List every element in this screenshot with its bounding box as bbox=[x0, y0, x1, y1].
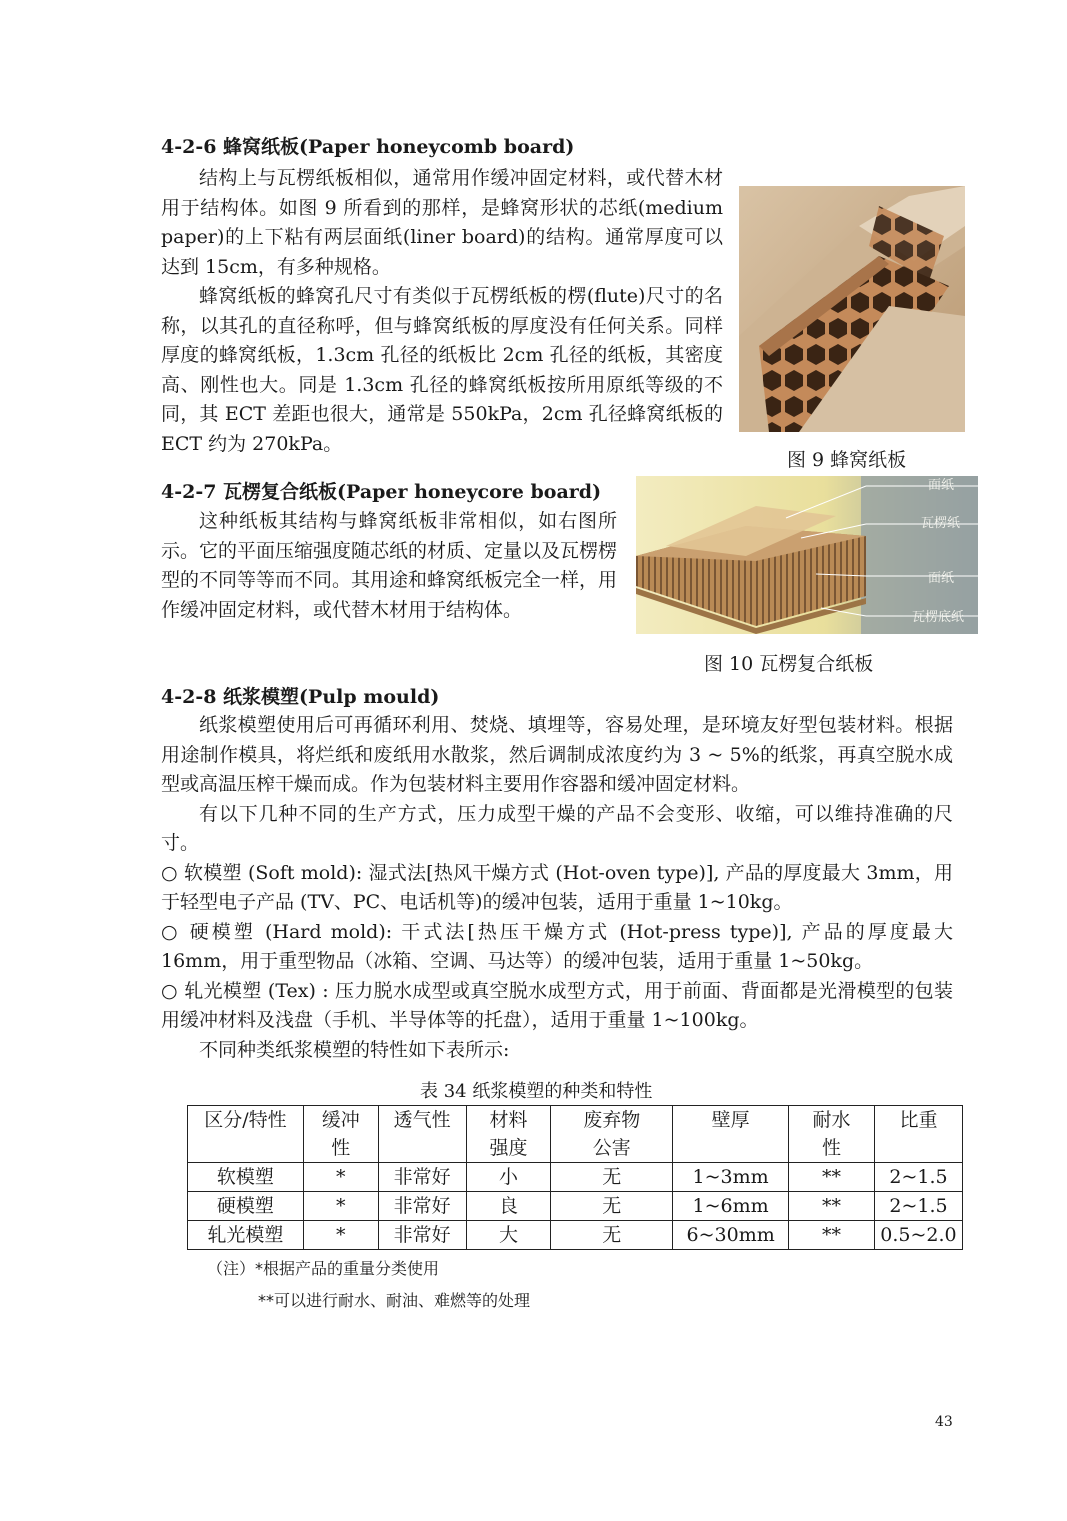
table-header-cell: 材料 强度 bbox=[466, 1106, 551, 1163]
paragraph: 这种纸板其结构与蜂窝纸板非常相似，如右图所示。它的平面压缩强度随芯纸的材质、定量以及瓦楞楞型的不同等等而不同。其用途和蜂窝纸板完全一样，用作缓冲固定材料，或代替木材用于结构体。 bbox=[161, 510, 618, 621]
table-cell: ** bbox=[789, 1163, 875, 1192]
table-cell: 无 bbox=[551, 1221, 673, 1250]
paragraph: 纸浆模塑使用后可再循环利用、焚烧、填埋等，容易处理，是环境友好型包装材料。根据用途制作模具，将烂纸和废纸用水散浆，然后调制成浓度约为 3 ~ 5%的纸浆，再真空脱水成型或高温压榨干燥而成。作为包装材料主要用作容器和缓冲固定材料。 bbox=[161, 714, 953, 795]
table-cell: 非常好 bbox=[378, 1221, 466, 1250]
table-header-cell: 透气性 bbox=[378, 1106, 466, 1163]
table-cell: 硬模塑 bbox=[188, 1192, 304, 1221]
table-cell: 非常好 bbox=[378, 1163, 466, 1192]
table-cell: 大 bbox=[466, 1221, 551, 1250]
table-cell: 无 bbox=[551, 1192, 673, 1221]
section-heading-4-2-7: 4-2-7 瓦楞复合纸板(Paper honeycore board) bbox=[161, 481, 602, 503]
section-heading-4-2-8: 4-2-8 纸浆模塑(Pulp mould) bbox=[161, 686, 440, 708]
table-cell: * bbox=[303, 1192, 378, 1221]
bullet-soft-mold: ○ 软模塑 (Soft mold): 湿式法[热风干燥方式 (Hot-oven type)], 产品的厚度最大 3mm，用于轻型电子产品 (TV、PC、电话机等)的缓冲包装，适用于重量 1~10kg。 bbox=[161, 861, 953, 913]
table-cell: * bbox=[303, 1163, 378, 1192]
table-cell: 2~1.5 bbox=[874, 1163, 962, 1192]
paragraph: 不同种类纸浆模塑的特性如下表所示: bbox=[199, 1038, 510, 1061]
paragraph: 结构上与瓦楞纸板相似，通常用作缓冲固定材料，或代替木材用于结构体。如图 9 所看到的那样，是蜂窝形状的芯纸(medium paper)的上下粘有两层面纸(liner board)的结构。通常厚度可以达到 15cm，有多种规格。 bbox=[161, 167, 723, 278]
table-cell: 小 bbox=[466, 1163, 551, 1192]
table-header-cell: 耐水 性 bbox=[789, 1106, 875, 1163]
section-body-4-2-8 bbox=[161, 711, 953, 1065]
table-cell: ** bbox=[789, 1192, 875, 1221]
table-header-cell: 废弃物 公害 bbox=[551, 1106, 673, 1163]
label-face-paper-top: 面纸 bbox=[928, 478, 955, 493]
table-cell: 无 bbox=[551, 1163, 673, 1192]
figure-10-caption: 图 10 瓦楞复合纸板 bbox=[704, 653, 874, 675]
table-cell: 良 bbox=[466, 1192, 551, 1221]
label-corrugated-paper: 瓦楞纸 bbox=[921, 516, 961, 531]
bullet-hard-mold: ○ 硬模塑 (Hard mold): 干式法[热压干燥方式 (Hot-press type)], 产品的厚度最大 16mm，用于重型物品（冰箱、空调、马达等）的缓冲包装，适用于重量 1~50kg。 bbox=[161, 920, 953, 972]
paragraph: 蜂窝纸板的蜂窝孔尺寸有类似于瓦楞纸板的楞(flute)尺寸的名称，以其孔的直径称呼，但与蜂窝纸板的厚度没有任何关系。同样厚度的蜂窝纸板，1.3cm 孔径的纸板比 2cm 孔径的纸板，其密度高、刚性也大。同是 1.3cm 孔径的蜂窝纸板按所用原纸等级的不同，其 ECT 差距也很大，通常是 550kPa，2cm 孔径蜂窝纸板的 ECT 约为 270kPa。 bbox=[161, 285, 723, 455]
table-cell: 非常好 bbox=[378, 1192, 466, 1221]
table-header-cell: 壁厚 bbox=[673, 1106, 789, 1163]
label-corrugated-base-paper: 瓦楞底纸 bbox=[912, 610, 965, 625]
table-cell: * bbox=[303, 1221, 378, 1250]
table-row bbox=[188, 1163, 963, 1192]
label-face-paper-bottom: 面纸 bbox=[928, 571, 955, 586]
table-caption: 表 34 纸浆模塑的种类和特性 bbox=[420, 1081, 653, 1102]
table-note-1: （注）*根据产品的重量分类使用 bbox=[207, 1259, 440, 1278]
table-cell: 2~1.5 bbox=[874, 1192, 962, 1221]
paragraph: 有以下几种不同的生产方式，压力成型干燥的产品不会变形、收缩，可以维持准确的尺寸。 bbox=[161, 802, 953, 854]
table-header-row bbox=[188, 1106, 963, 1163]
table-cell: 1~3mm bbox=[673, 1163, 789, 1192]
section-body-4-2-6 bbox=[161, 164, 723, 459]
table-row bbox=[188, 1192, 963, 1221]
table-cell: 6~30mm bbox=[673, 1221, 789, 1250]
table-note-2: **可以进行耐水、耐油、难燃等的处理 bbox=[258, 1291, 531, 1310]
page-number: 43 bbox=[935, 1414, 953, 1430]
table-header-cell: 缓冲 性 bbox=[303, 1106, 378, 1163]
table-cell: 0.5~2.0 bbox=[874, 1221, 962, 1250]
figure-honeycore-board-diagram bbox=[636, 476, 978, 634]
section-heading-4-2-6: 4-2-6 蜂窝纸板(Paper honeycomb board) bbox=[161, 136, 575, 158]
table-row bbox=[188, 1221, 963, 1250]
table-header-cell: 比重 bbox=[874, 1106, 962, 1163]
figure-honeycomb-board-photo bbox=[739, 186, 965, 432]
table-cell: 1~6mm bbox=[673, 1192, 789, 1221]
figure-9-caption: 图 9 蜂窝纸板 bbox=[787, 449, 907, 471]
table-cell: 轧光模塑 bbox=[188, 1221, 304, 1250]
table-header-cell: 区分/特性 bbox=[188, 1106, 304, 1163]
pulp-mould-table bbox=[187, 1105, 963, 1250]
bullet-tex-mold: ○ 轧光模塑 (Tex) : 压力脱水成型或真空脱水成型方式，用于前面、背面都是光滑模型的包装用缓冲材料及浅盘（手机、半导体等的托盘），适用于重量 1~100kg。 bbox=[161, 979, 953, 1031]
table-cell: 软模塑 bbox=[188, 1163, 304, 1192]
table-cell: ** bbox=[789, 1221, 875, 1250]
section-body-4-2-7 bbox=[161, 507, 617, 625]
